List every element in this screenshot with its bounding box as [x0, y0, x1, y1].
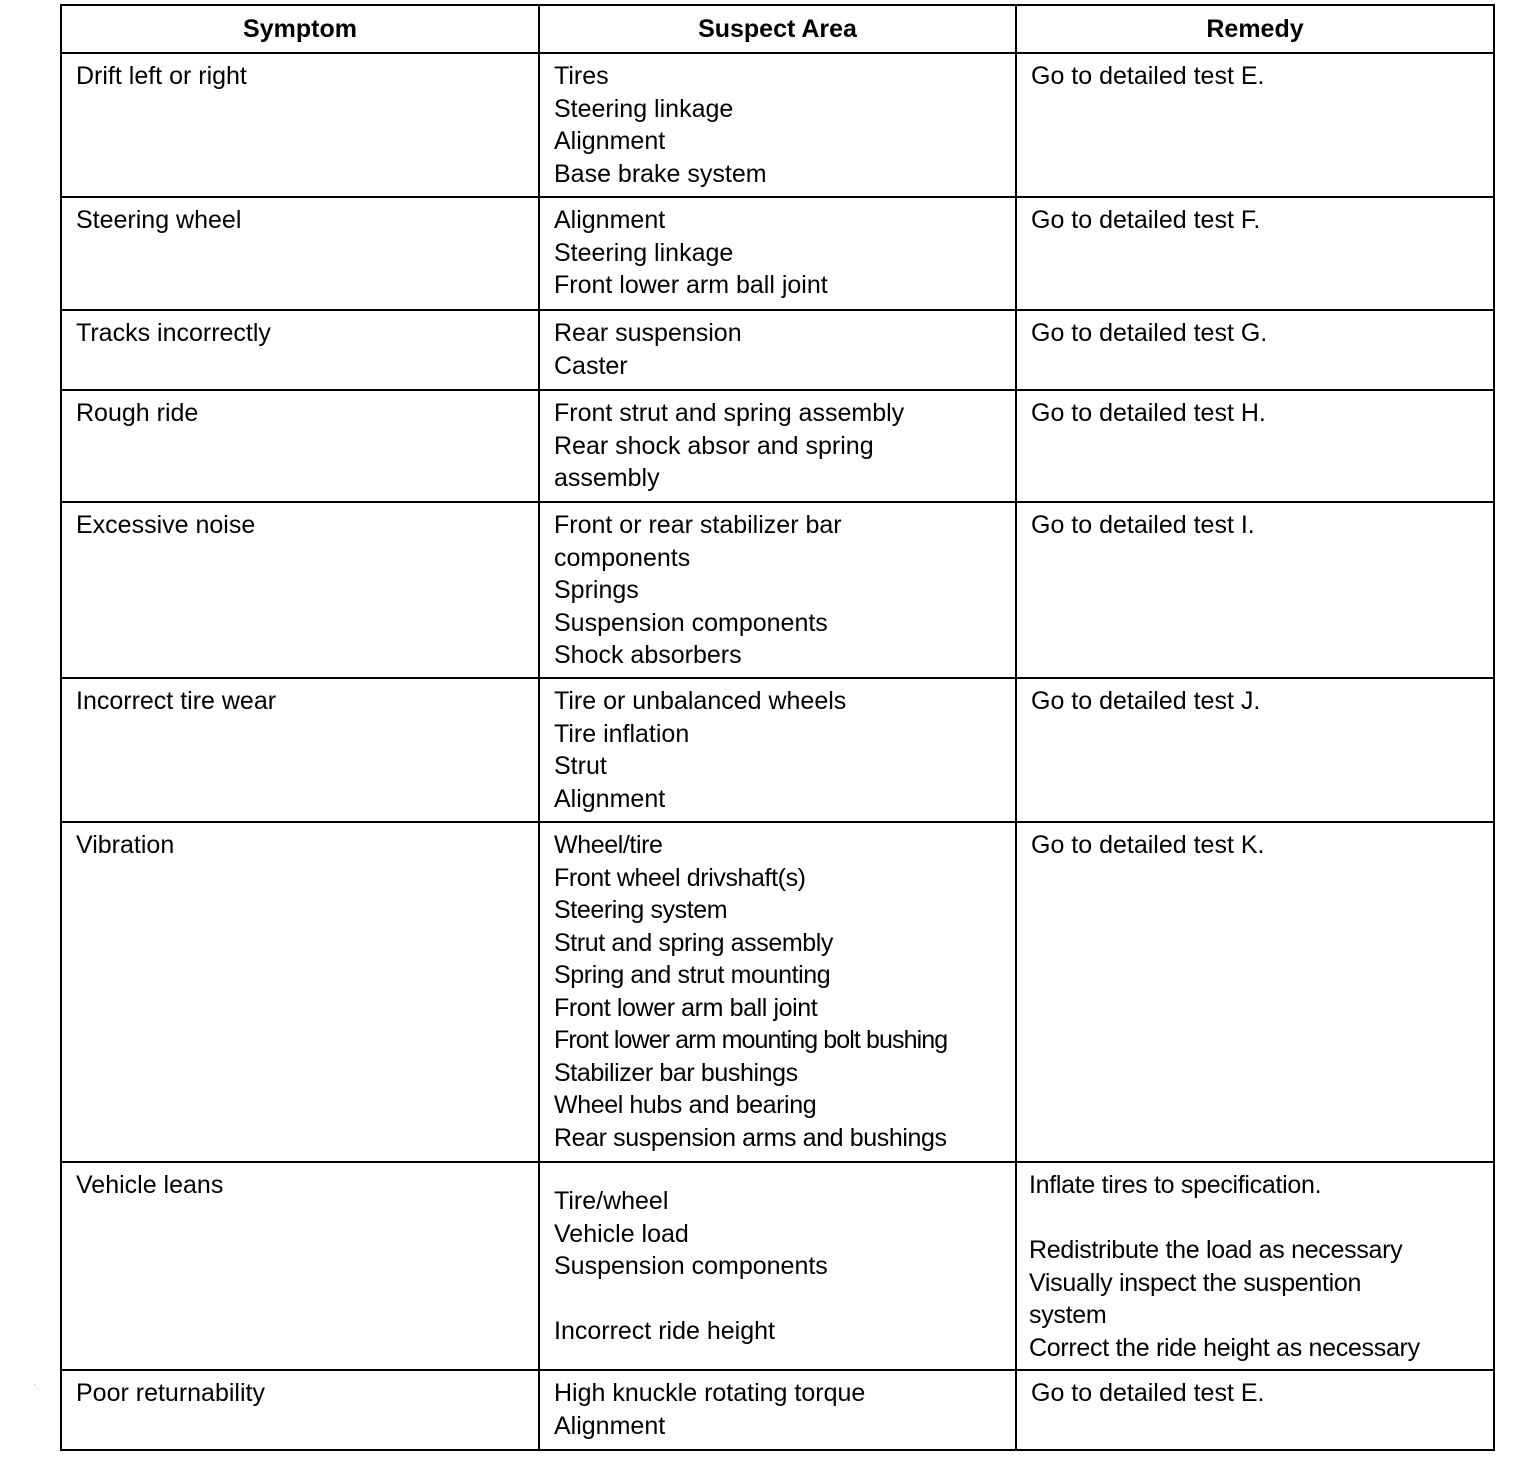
remedy-text: Go to detailed test E.: [1031, 1379, 1265, 1407]
suspect-item: Front lower arm mounting bolt bushing: [554, 1026, 948, 1054]
suspect-cell: [539, 678, 1016, 822]
symptom-cell: [61, 1370, 539, 1450]
remedy-text: Go to detailed test E.: [1031, 62, 1265, 90]
suspect-item: Shock absorbers: [554, 641, 742, 669]
header-symptom: Symptom: [61, 5, 539, 53]
remedy-cell: [1016, 678, 1494, 822]
suspect-item: Steering linkage: [554, 238, 734, 267]
symptom-text: Rough ride: [76, 399, 199, 427]
remedy-cell: [1016, 1370, 1494, 1450]
suspect-item: Incorrect ride height: [554, 1317, 775, 1345]
suspect-item: Front strut and spring assembly: [554, 399, 905, 427]
table-row: [61, 678, 1494, 822]
spacer: [554, 1283, 1001, 1316]
symptom-text: Tracks incorrectly: [76, 319, 271, 347]
suspect-item: Strut: [554, 752, 607, 780]
suspect-item: Suspension components: [554, 608, 828, 637]
remedy-text: Go to detailed test F.: [1031, 206, 1261, 234]
symptom-text: Excessive noise: [76, 511, 256, 539]
suspect-item: Steering system: [554, 896, 728, 924]
suspect-item: Alignment: [554, 1411, 666, 1440]
table-row: [61, 1162, 1494, 1370]
symptom-cell: [61, 390, 539, 502]
suspect-cell: [539, 1162, 1016, 1370]
suspect-item: High knuckle rotating torque: [554, 1379, 866, 1407]
remedy-text: Go to detailed test I.: [1031, 511, 1255, 539]
suspect-item: Tire or unbalanced wheels: [554, 687, 847, 715]
symptom-cell: [61, 310, 539, 390]
suspect-cell: [539, 310, 1016, 390]
suspect-item: Strut and spring assembly: [554, 928, 834, 957]
suspect-item: Suspension components: [554, 1252, 828, 1280]
symptom-cell: [61, 502, 539, 678]
suspect-item: Front lower arm ball joint: [554, 271, 828, 299]
remedy-text: Correct the ride height as necessary: [1029, 1333, 1420, 1362]
remedy-cell: [1016, 53, 1494, 197]
symptom-text: Incorrect tire wear: [76, 687, 277, 715]
symptom-text: Vibration: [76, 831, 175, 859]
suspect-item: Front or rear stabilizer bar components: [554, 511, 842, 572]
suspect-cell: [539, 53, 1016, 197]
symptom-cell: [61, 822, 539, 1162]
suspect-item: Spring and strut mounting: [554, 961, 831, 989]
remedy-cell: [1016, 197, 1494, 310]
suspect-cell: [539, 197, 1016, 310]
suspect-item: Alignment: [554, 206, 666, 234]
suspect-item: Tires: [554, 62, 609, 90]
suspect-item: Tire inflation: [554, 719, 690, 748]
remedy-text: Go to detailed test J.: [1031, 687, 1261, 715]
remedy-cell: [1016, 390, 1494, 502]
spacer: [1029, 1202, 1479, 1235]
suspect-item: Rear shock absor and spring assembly: [554, 431, 874, 492]
remedy-cell: [1016, 822, 1494, 1162]
suspect-item: Front wheel drivshaft(s): [554, 863, 806, 892]
remedy-text: Inflate tires to specification.: [1029, 1171, 1322, 1199]
suspect-item: Wheel hubs and bearing: [554, 1091, 817, 1119]
symptom-cell: [61, 53, 539, 197]
remedy-cell: [1016, 310, 1494, 390]
header-remedy: Remedy: [1016, 5, 1494, 53]
header-suspect-area: Suspect Area: [539, 5, 1016, 53]
suspect-cell: [539, 502, 1016, 678]
remedy-text: Go to detailed test H.: [1031, 399, 1266, 427]
symptom-cell: [61, 197, 539, 310]
table-row: [61, 1370, 1494, 1450]
suspect-item: Alignment: [554, 784, 666, 813]
suspect-cell: [539, 822, 1016, 1162]
suspect-cell: [539, 1370, 1016, 1450]
suspect-item: Steering linkage: [554, 94, 734, 123]
diagnosis-table: [60, 4, 1495, 1451]
table-row: [61, 310, 1494, 390]
suspect-item: Rear suspension: [554, 319, 742, 347]
table-row: [61, 197, 1494, 310]
remedy-cell: [1016, 502, 1494, 678]
symptom-text: Drift left or right: [76, 62, 247, 90]
table-row: [61, 53, 1494, 197]
remedy-text: Visually inspect the suspention system: [1029, 1268, 1362, 1329]
header-row: [61, 5, 1494, 53]
symptom-text: Vehicle leans: [76, 1171, 224, 1199]
remedy-text: Go to detailed test G.: [1031, 319, 1268, 347]
symptom-cell: [61, 678, 539, 822]
suspect-item: Rear suspension arms and bushings: [554, 1123, 947, 1152]
suspect-item: Base brake system: [554, 159, 767, 188]
remedy-cell: [1016, 1162, 1494, 1370]
suspect-item: Tire/wheel: [554, 1187, 669, 1215]
remedy-text: Go to detailed test K.: [1031, 831, 1265, 859]
scan-speck: [34, 1384, 35, 1385]
symptom-text: Poor returnability: [76, 1379, 265, 1407]
suspect-item: Wheel/tire: [554, 831, 663, 859]
suspect-item: Alignment: [554, 127, 666, 155]
remedy-text: Redistribute the load as necessary: [1029, 1236, 1403, 1264]
table-row: [61, 390, 1494, 502]
symptom-cell: [61, 1162, 539, 1370]
suspect-item: Front lower arm ball joint: [554, 993, 818, 1022]
table-row: [61, 822, 1494, 1162]
suspect-item: Springs: [554, 576, 639, 604]
suspect-cell: [539, 390, 1016, 502]
symptom-text: Steering wheel: [76, 206, 242, 234]
suspect-item: Vehicle load: [554, 1219, 689, 1248]
suspect-item: Stabilizer bar bushings: [554, 1058, 798, 1087]
suspect-item: Caster: [554, 351, 628, 380]
table-row: [61, 502, 1494, 678]
